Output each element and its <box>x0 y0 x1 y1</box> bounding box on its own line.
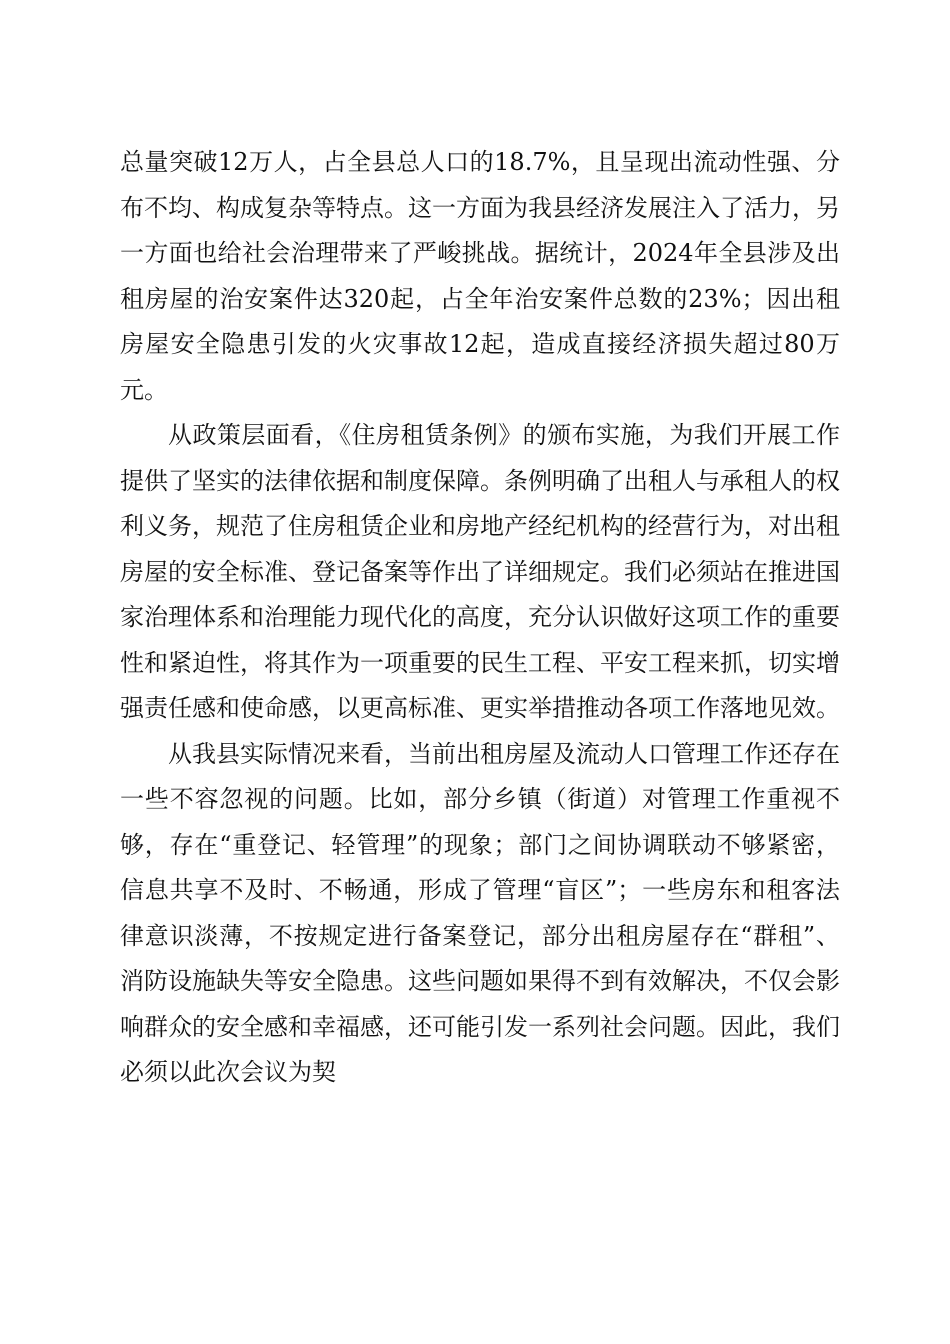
paragraph-population-statistics: 总量突破12万人，占全县总人口的18.7%，且呈现出流动性强、分布不均、构成复杂等特点。这一方面为我县经济发展注入了活力，另一方面也给社会治理带来了严峻挑战。据统计，2024年全县涉及出租房屋的治安案件达320起，占全年治安案件总数的23%；因出租房屋安全隐患引发的火灾事故12起，造成直接经济损失超过80万元。 <box>120 148 840 404</box>
paragraph-policy-level: 从政策层面看，《住房租赁条例》的颁布实施，为我们开展工作提供了坚实的法律依据和制度保障。条例明确了出租人与承租人的权利义务，规范了住房租赁企业和房地产经纪机构的经营行为，对出租房屋的安全标准、登记备案等作出了详细规定。我们必须站在推进国家治理体系和治理能力现代化的高度，充分认识做好这项工作的重要性和紧迫性，将其作为一项重要的民生工程、平安工程来抓，切实增强责任感和使命感，以更高标准、更实举措推动各项工作落地见效。 <box>120 421 840 722</box>
document-body <box>120 140 840 1096</box>
paragraph-county-problems: 从我县实际情况来看，当前出租房屋及流动人口管理工作还存在一些不容忽视的问题。比如，部分乡镇（街道）对管理工作重视不够，存在“重登记、轻管理”的现象；部门之间协调联动不够紧密，信息共享不及时、不畅通，形成了管理“盲区”；一些房东和租客法律意识淡薄，不按规定进行备案登记，部分出租房屋存在“群租”、消防设施缺失等安全隐患。这些问题如果得不到有效解决，不仅会影响群众的安全感和幸福感，还可能引发一系列社会问题。因此，我们必须以此次会议为契 <box>120 739 840 1086</box>
